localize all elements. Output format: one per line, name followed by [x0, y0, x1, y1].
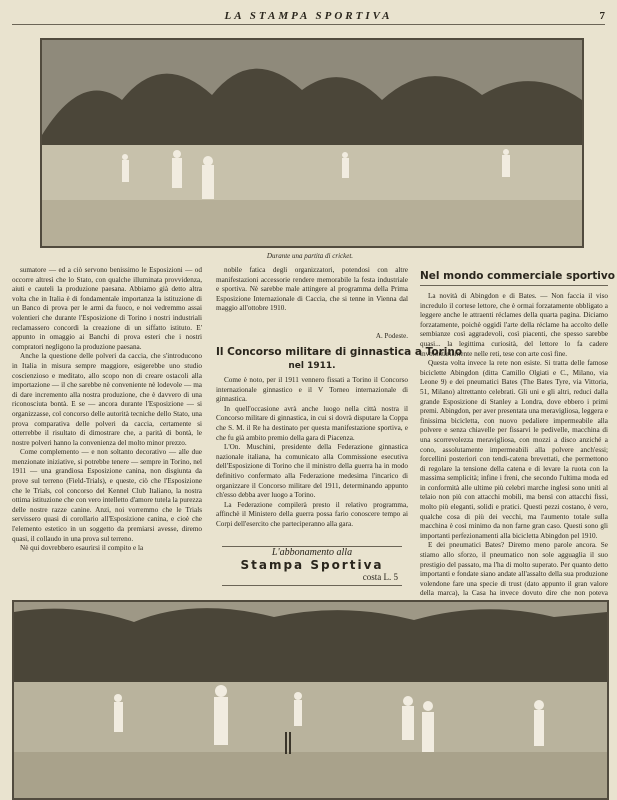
col1-paragraph: Come complemento — e non soltanto decorativo — alle due menzionate iniziative, si potrebbe tenere — sempre in Torino, nel 1911 — una grandiosa Esposizione canina, non disgiunta da prove sul terreno (Field-Trials), e queste, ciò che l'Esposizione che le Trials, col concorso del Kennel Club Italiano, la nostra ottima istituzione che con vero intelletto d'amore tutela la purezza delle nostre razze canine. Anzi, noi vorremmo che le Trials servissero quasi di corollario all'Esposizione canina, e cioè che l'elemento estetico in un soggetto da premiarsi avesse, diremo quasi, il collaudo in una prova sul terreno.: [12, 448, 202, 543]
col2-paragraph: Come è noto, per il 1911 vennero fissati a Torino il Concorso internazionale ginnastico e il V Torneo internazionale di ginnastica.: [216, 376, 408, 404]
gymnastics-headline: Il Concorso militare di ginnastica a Torino: [216, 346, 463, 358]
col3-paragraph: E dei pneumatici Bates? Diremo meno parole ancora. Se stiamo allo sforzo, il pneumatico non sole agguaglia il suo prestigio del passato, ma l'ha di molto superato. Per quanto detto importanti e fondate siano andate all'assalto della sua produzione volendone fare una specie di trust (dato appunto il gran valore della marca), la Casa ha invece dovuto dire che non poteva: [420, 541, 608, 598]
newspaper-title: LA STAMPA SPORTIVA: [224, 10, 393, 22]
top-cricket-photo: [40, 38, 584, 248]
column-left: [12, 266, 202, 596]
col2-paragraph: In quell'occasione avrà anche luogo nella città nostra il Concorso militare di ginnastica, in cui si dovrà disputare la Coppa che S. M. il Re ha destinato per questa manifestazione sportiva, e che fu già ambito premio della gara di Piacenza.: [216, 404, 408, 442]
col1-paragraph: Nè qui dovrebbero esaurirsi il compito e la: [20, 544, 144, 553]
ad-line-3: costa L. 5: [362, 572, 398, 582]
column-right: [420, 292, 608, 596]
cricket-match-image: [14, 602, 607, 798]
ad-line-1: L'abbonamento alla: [271, 547, 353, 558]
subscription-ad: [222, 546, 402, 586]
col1-paragraph: Anche la questione delle polveri da caccia, che s'introducono in Italia in misura sempre maggiore, esigerebbe uno studio coscienzioso e meditato, allo scopo non di creare ostacoli alla importazione — il che sarebbe nè conveniente nè lodevole — ma di dare incremento alla nostra produzione, che è davvero di una riconosciuta bontà. E se — ancora durante l'Esposizione — si organizzasse, col concorso delle autorità tecniche dello Stato, una prova comparativa delle polveri da caccia, certamente si otterrebbe il risultato di dimostrare che, a parità di bontà, le nostre polveri hanno la convenienza del molto minor prezzo.: [12, 352, 202, 447]
col2-paragraph: La Federazione compilerà presto il relativo programma, affinchè il Ministero della guerra possa fario conoscere tempo ai Corpi dell'esercito che parteciperanno alla gara.: [216, 500, 408, 528]
col2-top-text: [216, 266, 408, 330]
commercial-headline: Nel mondo commerciale sportivo: [420, 270, 608, 286]
article-signature: A. Podeste.: [375, 332, 408, 340]
col3-paragraph: Questa volta invece la rete non esiste. Si tratta delle famose biciclette Abingdon (ditta Camillo Olgiati e C., Milano, via Leone 9) e dei pneumatici Bates (The Bates Tyre, via Vittoria, 51, Milano) altrettanto celebrati. Gli uni e gli altri, reduci dalla grande Esposizione di Stanley a Londra, dove ebbero i primi premi. Abingdon, per aver presentata una meravigliosa, leggera e finissima bicicletta, con nuovo pedaliere impermeabile alla polvere e senza chiavelle per fissarvi le pedivelle, macchina di una scorrevolezza meravigliosa, con mozzi a disco anziché a cono, assolutamente impermeabili alla polvere anch'essi; forcellini posteriori con tendi-catena brevettati, che permettono di regolare la tensione della catena e di levare la ruota con la massima semplicità; infine i freni, che secondo l'ultima moda ed in conformità alle ultime più celebri marche inglesi sono uniti al telaio non più con attacchi mobili, ma bensì con attacchi fissi, molto più eleganti, solidi e pratici. Questi pezzi costano, è vero, qualche cosa di più dei vecchi, ma l'aumento totale sulla macchina è così minimo da non farne gran caso. Questi sono gli importanti perfezionamenti alla bicicletta Abingdon pel 1910.: [420, 359, 608, 540]
bottom-cricket-photo: [12, 600, 609, 800]
gymnastics-subhead: nel 1911.: [288, 361, 336, 371]
cricket-photo-image: [42, 40, 582, 246]
col2-top-paragraph: nobile fatica degli organizzatori, potendosi con altre manifestazioni accessorie rendere memorabile la festa industriale e sportiva. Nè sarebbe male attingere al programma della Prima Esposizione Internazionale di Caccia, che si tenne in Vienna dal maggio all'ottobre 1910.: [216, 266, 408, 313]
gymnastics-article: [216, 376, 408, 542]
header-rule: [12, 24, 605, 25]
col3-paragraph: La novità di Abingdon e di Bates. — Non faccia il viso incredulo il cortese lettore, che è ormai forzatamente obbligato a leggere anche le attraenti réclames della quarta pagina. Diciamo forzatamente, poichè oggidì l'arte della réclame ha accolto delle sembianze così aggradevoli, così piacenti, che spesso sarebbe quasi... la legittima curiosità, del lettore lo fa cadere involontariamente nelle reti, tese con arte così fine.: [420, 292, 608, 358]
top-photo-caption: Durante una partita di cricket.: [266, 252, 354, 260]
ad-line-2: Stampa Sportiva: [240, 558, 384, 572]
col1-paragraph: sumatore — ed a ciò servono benissimo le Esposizioni — od occorre altresì che lo Stato, con qualche illuminata provvidenza, aiuti e cauteli la produzione paesana. Abbiamo già detto altra volta che in Italia è di fondamentale importanza la istituzione di un Banco di prova per le armi da fuoco, e noi vedremmo assai volentieri che durante l'Esposizione di Torino i nostri industriali reclamassero concordi la creazione di un siffatto istituto. E' appunto in omaggio ai Banchi di prova esteri che i nostri compratori negligono la produzione paesana.: [12, 266, 202, 351]
col2-paragraph: L'On. Muschini, presidente della Federazione ginnastica nazionale italiana, ha comunicato alla Commissione esecutiva dell'Esposizione di Torino che il ministro della guerra ha in modo definitivo confermato alla Federazione medesima l'incarico di organizzare il Concorso militare del 1911, determinando appunto ch'esso debba aver luogo a Torino.: [216, 443, 408, 500]
page-number: 7: [599, 10, 605, 22]
